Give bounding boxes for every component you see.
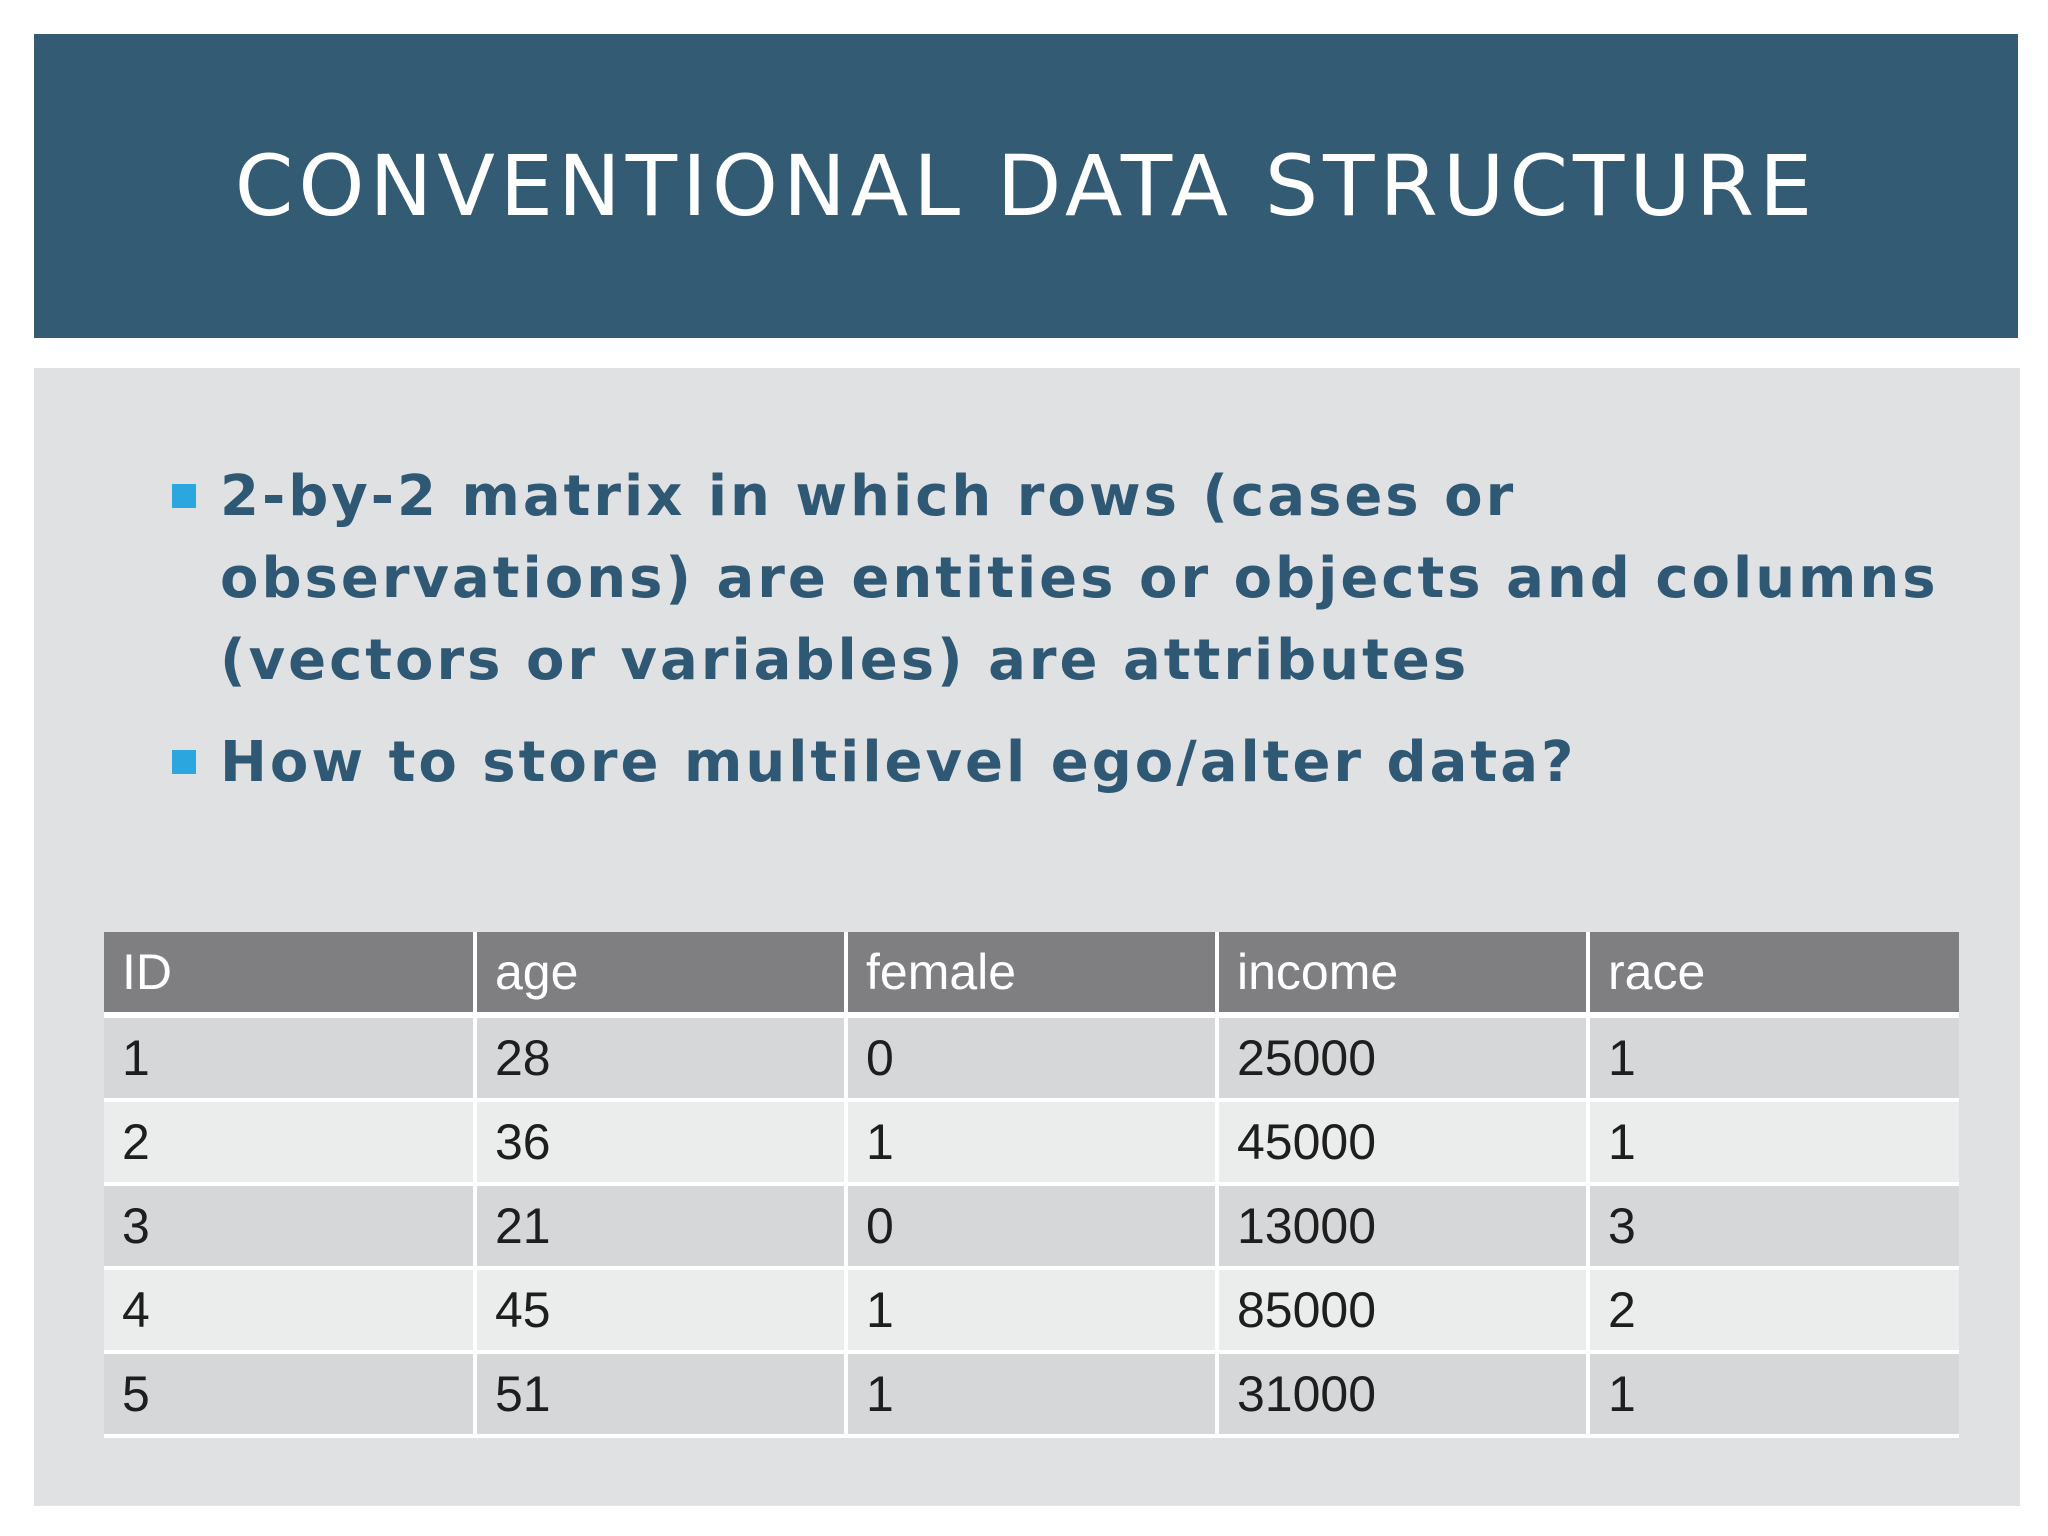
table-cell: 13000 (1217, 1184, 1588, 1268)
table-row (104, 1352, 1959, 1436)
table-cell: 36 (475, 1100, 846, 1184)
bullet-text: How to store multilevel ego/alter data? (220, 730, 1577, 795)
square-bullet-icon (172, 484, 196, 508)
column-header-female: female (846, 932, 1217, 1015)
table-cell: 3 (104, 1184, 475, 1268)
table-cell: 28 (475, 1015, 846, 1100)
table-cell: 1 (846, 1100, 1217, 1184)
data-table (104, 932, 1959, 1438)
table-row (104, 1268, 1959, 1352)
table-cell: 21 (475, 1184, 846, 1268)
table-cell: 85000 (1217, 1268, 1588, 1352)
table-cell: 45000 (1217, 1100, 1588, 1184)
content-panel (34, 368, 2020, 1506)
table-cell: 0 (846, 1184, 1217, 1268)
table-header-row (104, 932, 1959, 1015)
table-cell: 51 (475, 1352, 846, 1436)
slide-title: CONVENTIONAL DATA STRUCTURE (234, 137, 1818, 235)
table-cell: 1 (104, 1015, 475, 1100)
table-cell: 1 (1588, 1015, 1959, 1100)
table-cell: 31000 (1217, 1352, 1588, 1436)
column-header-id: ID (104, 932, 475, 1015)
table-cell: 5 (104, 1352, 475, 1436)
table-cell: 4 (104, 1268, 475, 1352)
table-row (104, 1015, 1959, 1100)
table-cell: 0 (846, 1015, 1217, 1100)
table-cell: 45 (475, 1268, 846, 1352)
table-cell: 2 (1588, 1268, 1959, 1352)
column-header-race: race (1588, 932, 1959, 1015)
square-bullet-icon (172, 750, 196, 774)
bullet-text: 2-by-2 matrix in which rows (cases or observations) are entities or objects and columns (vectors or variables) are attributes (220, 464, 1939, 693)
table-cell: 3 (1588, 1184, 1959, 1268)
table-row (104, 1184, 1959, 1268)
bullet-item (140, 456, 1980, 702)
table-cell: 1 (1588, 1352, 1959, 1436)
table-row (104, 1100, 1959, 1184)
table-cell: 1 (846, 1268, 1217, 1352)
table-cell: 1 (846, 1352, 1217, 1436)
title-banner (34, 34, 2018, 338)
table-cell: 2 (104, 1100, 475, 1184)
bullet-list (140, 456, 1980, 824)
column-header-income: income (1217, 932, 1588, 1015)
table-cell: 1 (1588, 1100, 1959, 1184)
bullet-item (140, 722, 1980, 804)
column-header-age: age (475, 932, 846, 1015)
table-cell: 25000 (1217, 1015, 1588, 1100)
